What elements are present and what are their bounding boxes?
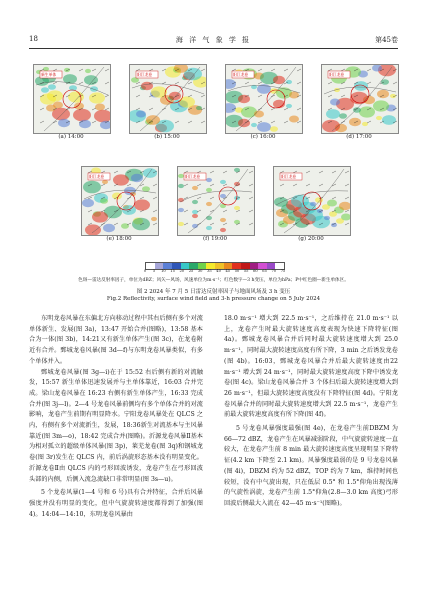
panel-annotation-label: 阳江龙卷 (233, 71, 249, 77)
panel-caption: (b) 15:00 (154, 134, 180, 140)
header-rule (29, 48, 398, 49)
colorbar-tick-label: 45 (225, 269, 231, 273)
panel-caption: (f) 19:00 (203, 236, 227, 242)
panel-annotation-label: 阳江龙卷 (281, 173, 297, 179)
colorbar-tick-label: 0 (143, 269, 147, 273)
radar-panel (33, 64, 111, 134)
panel-annotation-label: 阳江龙卷 (137, 71, 153, 77)
colorbar-tick-label: 35 (207, 269, 212, 273)
colorbar-tick-label: 30 (197, 269, 203, 273)
colorbar-tick-label: 75 (280, 269, 286, 273)
figure-caption-en: Fig.2 Reflectivity, surface wind field and 3-h pressure change on 5 July 2024 (106, 296, 321, 302)
running-header (29, 35, 398, 47)
panel-annotation-label: 阳江龙卷 (89, 173, 105, 179)
panel-caption: (c) 16:00 (250, 134, 276, 140)
colorbar-tick-label: 50 (234, 269, 240, 273)
paragraph: 5 号龙卷风暴强度最强(图 4e)，在龙卷产生前DBZM 为 66—72 dBZ，龙卷产生在风暴减弱阶段，中气旋旋转速度一直较大，在龙卷产生前 8 min 最大旋转速度高度呈现明显下降特征(4.2 km 下降至 2.1 km)。风暴强度最弱的是 9 号龙卷风暴(图 4i)，DBZM 约为 52 dBZ，TOP 约为 7 km，维持时间也较短，没有中气旋出现，只在低层 0.5° 和 1.5°仰角出现浅薄的气旋性涡旋，龙卷产生前 1.5°仰角(2.8—3.0 km 高度)弓形回波后侧最大入流在 42—45 m·s⁻¹(图略)。 (224, 425, 398, 507)
colorbar-tick-label: 60 (253, 269, 258, 273)
right-column (224, 314, 398, 510)
panel-annotation-label: 阳江龙卷 (329, 71, 345, 77)
radar-panel (225, 64, 303, 134)
panel-caption: (e) 18:00 (106, 236, 132, 242)
radar-panel (273, 166, 351, 236)
page-number: 18 (29, 35, 38, 43)
panel-caption: (d) 17:00 (346, 134, 372, 140)
colorbar-tick-label: 20 (179, 269, 185, 273)
left-column (29, 314, 203, 520)
colorbar-tick-label: 40 (216, 269, 221, 273)
colorbar-tick-label: 55 (243, 269, 249, 273)
colorbar-ticks (141, 269, 291, 275)
panel-caption: (g) 20:00 (298, 236, 324, 242)
colorbar-tick-label: 5 (153, 269, 156, 273)
figure-caption-cn: 图 2 2024 年 7 月 5 日雷达反射率因子与地面风场及 3 h 变压 (136, 289, 291, 295)
paragraph: 鄄城龙卷风暴(图 3g—i)在于 15:52 右后侧有新的对流触发，15:57 新生单体迅速发展并与主单体靠近，16:03 合并完成。梁山龙卷风暴在 16:23 右侧有新生单体产生，16:33 完成合并(图 3j—l)。2—4 号龙卷风暴前侧均有多个单体合并的对流影响，龙卷产生前期有明显降水。宁阳龙卷风暴处在 QLCS 之内，有侧有多个对流新生，发展，18:36新生对流基本与主风暴靠近(图 3m—o)，18:42 完成合并(图略)。沂源龙卷风暴Ⅱ基本为相对孤立的超级单体风暴(图 3p)，莱芜龙卷(图 3q)和钢城龙卷(图 3r)发生在 QLCS 内，前后涡旋形态基本没有明显变化。沂源龙卷Ⅱ由 QLCS 内的弓形回波诱发，龙卷产生在弓形回波头部的内侧，后侧入流急流缺口非常明显(图 3s—u)。 (29, 368, 203, 483)
radar-panel (321, 64, 399, 134)
panel-caption: (a) 14:00 (58, 134, 84, 140)
paragraph: 18.0 m·s⁻¹ 增大到 22.5 m·s⁻¹，之后维持在 21.0 m·s⁻¹ 以上，龙卷产生时最大旋转速度高度表现为快速下降特征(图 4a)。鄄城龙卷风暴合并后同时最大旋转速度增大到 25.0 m·s⁻¹，同时最大旋转速度高度有所下降，3 min 之后诱发龙卷(图 4b)。16:03，鄄城龙卷风暴合并后最大旋转速度由22 m·s⁻¹ 增大到 24 m·s⁻¹，同时最大旋转速度高度下降中诱发龙卷(图 4c)。梁山龙卷风暴合并 3 个体扫后最大旋转速度增大到 26 m·s⁻¹，但最大旋转速度高度没有下降特征(图 4d)。宁阳龙卷风暴合并的同时最大旋转速度增大到 22.5 m·s⁻¹，龙卷产生前最大旋转速度高度有所下降(图 4f)。 (224, 315, 398, 419)
radar-panel (81, 166, 159, 236)
colorbar-tick-label: 70 (271, 269, 277, 273)
colorbar-tick-label: 15 (170, 269, 175, 273)
figure-legend-note: 色斑—雷达反射率因子，单位为dBZ；风矢—风场，风速单位为m·s⁻¹；红色数字—3 h变压，单位为hPa；P中红色圈—新生单体区。 (78, 278, 349, 283)
volume-label: 第45卷 (375, 36, 398, 44)
paragraph: 5 个龙卷风暴(1—4 号和 6 号)具有合并特征，合并后风暴强度并没有明显的变化，但中气旋旋转速度都得到了加强(图 4)。14:04—14:10，东明龙卷风暴由 (29, 489, 203, 518)
journal-title: 海 洋 气 象 学 报 (175, 36, 252, 44)
paragraph: 东明龙卷风暴在东偏北方向移动过程中其右后侧有多个对流单体新生、发展(图 3a)，13:47 开始合并(图略)，13:58 基本合为一体(图 3b)，14:21又有新生单体产生(图 3c)，在龙卷附近有合并。鄄城龙卷风暴(图 3d—f)与东明龙卷风暴类似，有多个单体并入。 (29, 315, 203, 365)
radar-panel (177, 166, 255, 236)
colorbar-tick-label: 25 (188, 269, 194, 273)
panel-annotation-label: 阳江龙卷 (185, 173, 201, 179)
radar-panel (129, 64, 207, 134)
colorbar-tick-label: 10 (161, 269, 166, 273)
colorbar-tick-label: 65 (262, 269, 267, 273)
panel-annotation-label: 新生单体 (41, 71, 57, 77)
